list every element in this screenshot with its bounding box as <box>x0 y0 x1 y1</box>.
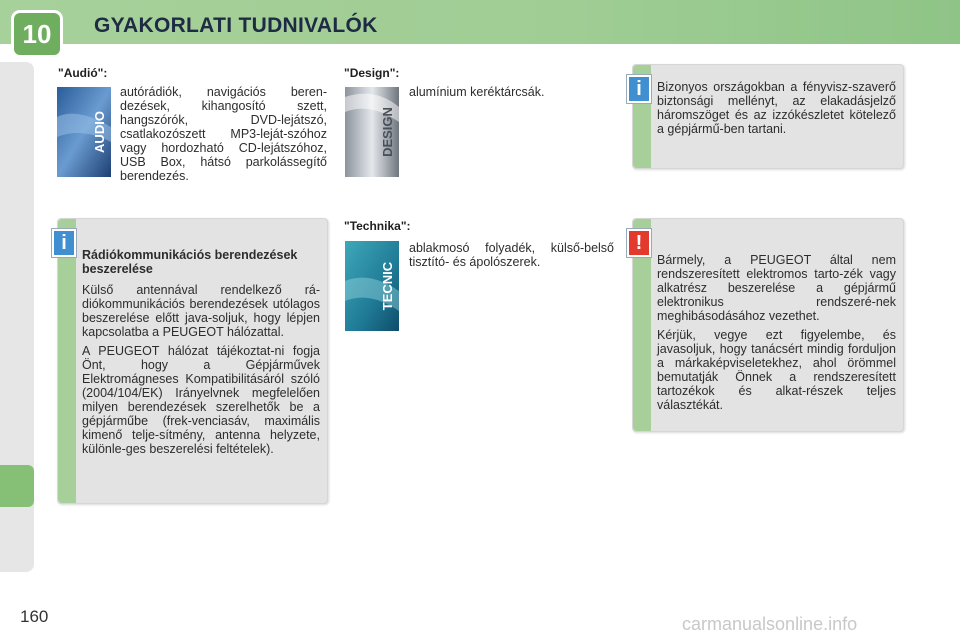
technika-thumb-text: TECNIC <box>380 261 395 311</box>
warning-panel-content <box>657 253 896 417</box>
warning-panel-paragraph-2: Kérjük, vegye ezt figyelembe, és javasoljuk, hogy tanácsért mindig forduljon a márkaképviseletekhez, ahol örömmel bemutatják Önnek a rendszeresített tartozékok és alkat-részek teljes választékát. <box>657 328 896 412</box>
technika-label: "Technika": <box>344 219 411 233</box>
audio-label: "Audió": <box>58 66 108 80</box>
chapter-tab[interactable] <box>0 465 34 507</box>
technika-thumbnail <box>345 241 399 331</box>
radio-panel-paragraph-2: A PEUGEOT hálózat tájékoztat-ni fogja Önt, hogy a Gépjárművek Elektromágneses Kompatibilitásáról szóló (2004/104/EK) Irányelvnek megfelelően milyen berendezések szerelhetők be a gépjárműbe (frek-venciasáv, maximális kimenő telje-sítmény, antenna helyzete, különle-ges beszerelési feltételek). <box>82 344 320 456</box>
page-number: 160 <box>20 607 49 626</box>
design-thumb-text: DESIGN <box>380 107 395 157</box>
audio-thumbnail <box>57 87 111 177</box>
info-icon: i <box>627 75 651 103</box>
page-title: GYAKORLATI TUDNIVALÓK <box>94 14 378 37</box>
audio-description: autórádiók, navigációs beren-dezések, kihangosító szett, hangszórók, DVD-lejátszó, csatlakozószett MP3-leját-szóhoz vagy hordozható CD-lejátszóhoz, USB Box, hátsó parkolássegítő berendezés. <box>120 85 327 183</box>
panel-accent-strip <box>58 219 76 503</box>
info-icon: i <box>52 229 76 257</box>
design-thumbnail <box>345 87 399 177</box>
audio-thumb-text: AUDIO <box>92 111 107 153</box>
warning-icon: ! <box>627 229 651 257</box>
radio-panel-heading: Rádiókommunikációs berendezések beszerelése <box>82 248 298 276</box>
warning-panel-paragraph-1: Bármely, a PEUGEOT által nem rendszeresített elektromos tarto-zék vagy alkatrész beszerelése a gépjármű elektronikus rendszeré-nek meghibásodásához vezethet. <box>657 253 896 323</box>
technika-description: ablakmosó folyadék, külső-belső tisztító- és ápolószerek. <box>409 241 614 269</box>
watermark: carmanualsonline.info <box>682 614 858 634</box>
radio-panel-content <box>82 248 320 461</box>
design-label: "Design": <box>344 66 400 80</box>
chapter-number-badge: 10 <box>14 13 60 55</box>
radio-panel-paragraph-1: Külső antennával rendelkező rá-diókommunikációs berendezések utólagos beszerelése előtt java-soljuk, hogy lépjen kapcsolatba a PEUGEOT hálózattal. <box>82 283 320 339</box>
safety-panel-text: Bizonyos országokban a fényvisz-szaverő biztonsági mellényt, az elakadásjelző háromszöget és az izzókészletet kötelező a gépjármű-ben tartani. <box>657 80 896 136</box>
design-description: alumínium keréktárcsák. <box>409 85 545 99</box>
